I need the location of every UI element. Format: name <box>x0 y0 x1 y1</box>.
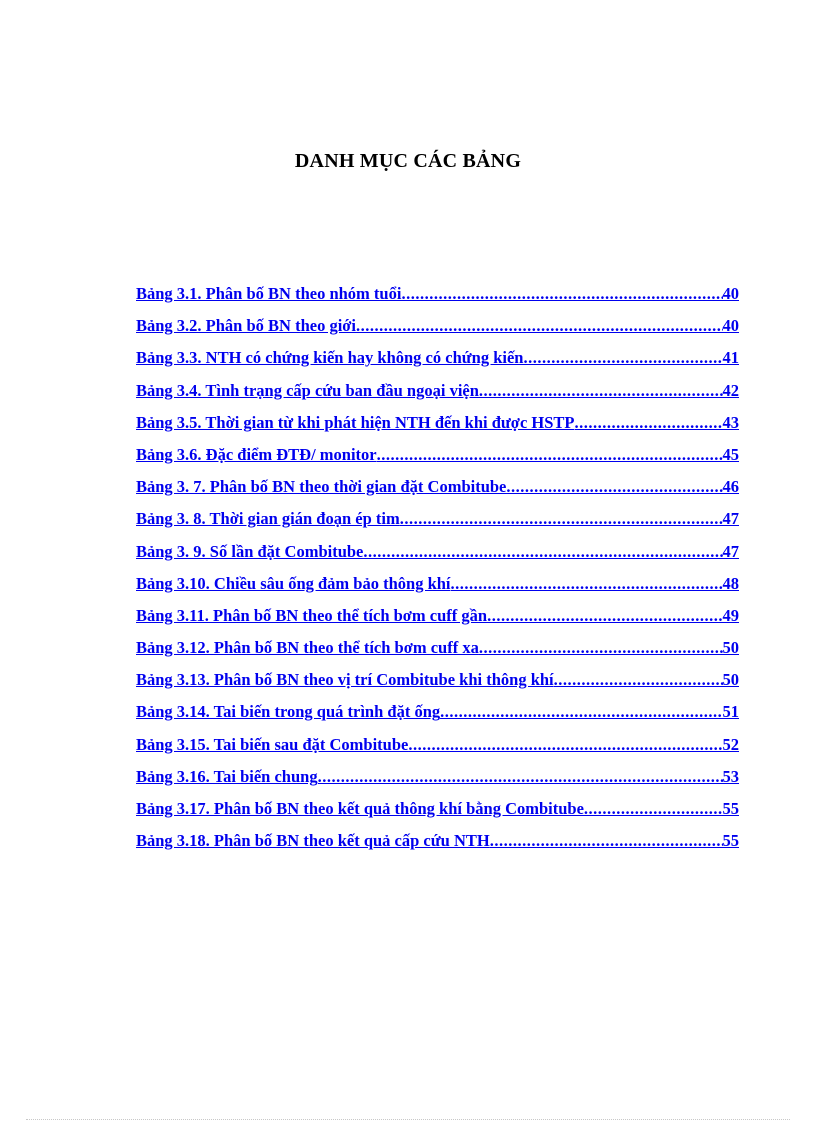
toc-entry-page-number: 50 <box>722 670 739 690</box>
toc-dot-leader <box>401 284 722 304</box>
toc-entry[interactable] <box>136 735 739 767</box>
toc-entry-page-number: 46 <box>722 477 739 497</box>
page-title: DANH MỤC CÁC BẢNG <box>294 150 522 172</box>
toc-dot-leader <box>479 381 723 401</box>
toc-entry-label: Bảng 3.5. Thời gian từ khi phát hiện NTH đến khi được HSTP <box>136 412 575 432</box>
toc-entry-page-number: 48 <box>722 573 739 593</box>
toc-entry[interactable] <box>136 799 739 831</box>
toc-entry[interactable] <box>136 445 739 477</box>
toc-entry-label: Bảng 3.10. Chiều sâu ống đảm bảo thông khí <box>136 573 451 593</box>
toc-dot-leader <box>584 799 723 819</box>
toc-entry[interactable] <box>136 509 739 541</box>
toc-dot-leader <box>318 767 723 787</box>
toc-dot-leader <box>490 831 723 851</box>
toc-dot-leader <box>479 638 723 658</box>
toc-entry[interactable] <box>136 413 739 445</box>
toc-entry-page-number: 42 <box>722 380 739 400</box>
toc-entry[interactable] <box>136 316 739 348</box>
toc-dot-leader <box>487 606 722 626</box>
toc-entry-page-number: 55 <box>722 831 739 851</box>
toc-entry-page-number: 53 <box>722 766 739 786</box>
toc-entry[interactable] <box>136 348 739 380</box>
toc-entry-page-number: 47 <box>722 509 739 529</box>
toc-entry-label: Bảng 3.14. Tai biến trong quá trình đặt ống <box>136 702 441 722</box>
toc-entry-page-number: 45 <box>722 444 739 464</box>
toc-entry-page-number: 40 <box>722 316 739 336</box>
toc-dot-leader <box>575 413 723 433</box>
toc-dot-leader <box>363 542 722 562</box>
toc-entry-page-number: 43 <box>722 412 739 432</box>
toc-entry-label: Bảng 3.15. Tai biến sau đặt Combitube <box>136 734 409 754</box>
toc-dot-leader <box>523 348 722 368</box>
toc-entry-label: Bảng 3.11. Phân bố BN theo thể tích bơm cuff gần <box>136 605 488 625</box>
toc-entry-label: Bảng 3. 7. Phân bố BN theo thời gian đặt Combitube <box>136 477 507 497</box>
toc-dot-leader <box>440 702 722 722</box>
toc-entry-page-number: 52 <box>722 734 739 754</box>
toc-entry-page-number: 51 <box>722 702 739 722</box>
toc-entry[interactable] <box>136 606 739 638</box>
toc-entry-label: Bảng 3.12. Phân bố BN theo thể tích bơm cuff xa <box>136 638 479 658</box>
toc-entry-label: Bảng 3.6. Đặc điểm ĐTĐ/ monitor <box>136 444 377 464</box>
toc-dot-leader <box>400 509 723 529</box>
toc-entry-page-number: 50 <box>722 638 739 658</box>
toc-entry-label: Bảng 3.16. Tai biến chung <box>136 766 318 786</box>
toc-entry[interactable] <box>136 381 739 413</box>
toc-entry-label: Bảng 3.1. Phân bố BN theo nhóm tuổi <box>136 284 402 303</box>
toc-entry-page-number: 55 <box>722 799 739 818</box>
toc-entry[interactable] <box>136 574 739 606</box>
toc-dot-leader <box>554 670 723 690</box>
toc-entry-label: Bảng 3.18. Phân bố BN theo kết quả cấp cứu NTH <box>136 831 490 851</box>
page-bottom-rule <box>26 1119 790 1120</box>
toc-entry-page-number: 49 <box>722 605 739 625</box>
toc-entry[interactable] <box>136 670 739 702</box>
toc-entry-page-number: 47 <box>722 541 739 561</box>
toc-entry-page-number: 41 <box>722 348 739 368</box>
toc-entry[interactable] <box>136 638 739 670</box>
toc-entry[interactable] <box>136 702 739 734</box>
toc-entry[interactable] <box>136 767 739 799</box>
toc-entry[interactable] <box>136 477 739 509</box>
toc-dot-leader <box>408 735 722 755</box>
toc-entry-label: Bảng 3.13. Phân bố BN theo vị trí Combitube khi thông khí <box>136 670 554 690</box>
toc-dot-leader <box>356 316 722 336</box>
toc-entry[interactable] <box>136 831 739 863</box>
table-of-contents <box>136 284 739 863</box>
toc-dot-leader <box>377 445 723 465</box>
toc-entry-label: Bảng 3. 8. Thời gian gián đoạn ép tim <box>136 509 400 529</box>
toc-entry-page-number: 40 <box>722 284 739 303</box>
toc-dot-leader <box>451 574 723 594</box>
toc-dot-leader <box>506 477 722 497</box>
toc-entry-label: Bảng 3.17. Phân bố BN theo kết quả thông khí bằng Combitube <box>136 799 584 818</box>
toc-entry-label: Bảng 3.4. Tình trạng cấp cứu ban đầu ngoại viện <box>136 380 479 400</box>
toc-entry[interactable] <box>136 542 739 574</box>
toc-entry-label: Bảng 3.2. Phân bố BN theo giới <box>136 316 357 336</box>
toc-entry[interactable] <box>136 284 739 316</box>
toc-entry-label: Bảng 3. 9. Số lần đặt Combitube <box>136 541 364 561</box>
toc-entry-label: Bảng 3.3. NTH có chứng kiến hay không có chứng kiến <box>136 348 524 368</box>
